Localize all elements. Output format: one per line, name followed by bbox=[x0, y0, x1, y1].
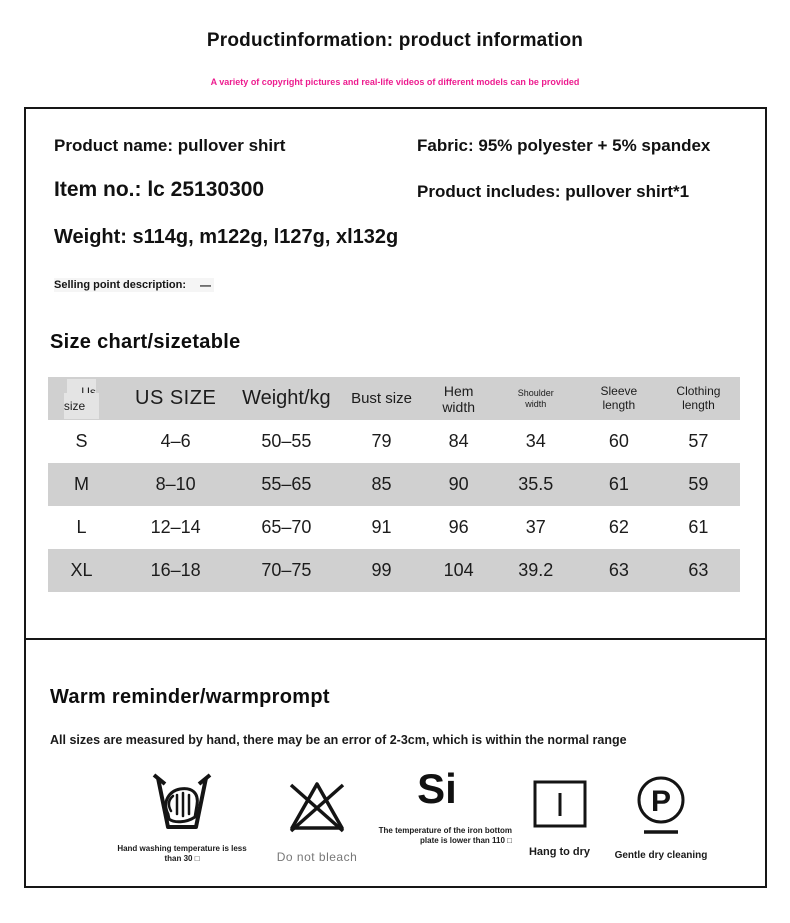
size-cell: 99 bbox=[371, 560, 392, 580]
size-cell: 50–55 bbox=[261, 431, 312, 451]
gentle-dry-clean-icon bbox=[631, 774, 691, 838]
size-cell: 96 bbox=[448, 517, 469, 537]
size-row-m bbox=[48, 463, 740, 506]
size-cell: 37 bbox=[525, 517, 546, 537]
size-cell: 8–10 bbox=[155, 474, 196, 494]
care-item-hand-wash bbox=[112, 772, 252, 864]
size-cell: 63 bbox=[608, 560, 629, 580]
page-title: Productinformation: product information bbox=[206, 30, 584, 51]
size-chart-table bbox=[48, 377, 740, 592]
iron-temperature-icon: Si bbox=[417, 765, 457, 812]
care-symbols-row bbox=[24, 766, 767, 892]
size-cell: 79 bbox=[371, 431, 392, 451]
size-cell: 61 bbox=[608, 474, 629, 494]
do-not-bleach-icon bbox=[286, 778, 348, 834]
column-header-bust: Bust size bbox=[351, 390, 412, 407]
product-includes-field: Product includes: pullover shirt*1 bbox=[417, 182, 690, 201]
svg-text:P: P bbox=[650, 785, 672, 818]
size-row-l bbox=[48, 506, 740, 549]
page-subtitle: A variety of copyright pictures and real-life videos of different models can be provided bbox=[210, 77, 580, 87]
size-cell: 70–75 bbox=[261, 560, 312, 580]
size-cell: 12–14 bbox=[150, 517, 201, 537]
size-chart-heading: Size chart/sizetable bbox=[50, 331, 241, 353]
column-header-shoulder: Shoulder width bbox=[517, 388, 554, 409]
size-row-s bbox=[48, 420, 740, 463]
size-cell: 104 bbox=[443, 560, 474, 580]
size-cell: 61 bbox=[688, 517, 709, 537]
product-name-field: Product name: pullover shirt bbox=[54, 136, 286, 155]
hand-wash-icon bbox=[147, 772, 217, 834]
size-table-header-row bbox=[48, 377, 740, 420]
size-cell: S bbox=[75, 431, 88, 451]
warm-reminder-note: All sizes are measured by hand, there may be an error of 2-3cm, which is within the normal range bbox=[50, 733, 627, 747]
hang-to-dry-icon bbox=[531, 778, 589, 830]
size-cell: 34 bbox=[525, 431, 546, 451]
column-header-sleeve: Sleeve length bbox=[600, 383, 638, 412]
care-label: Do not bleach bbox=[276, 850, 358, 864]
column-header-clothing: Clothing length bbox=[676, 383, 721, 412]
warm-reminder-heading: Warm reminder/warmprompt bbox=[50, 686, 330, 708]
size-cell: 91 bbox=[371, 517, 392, 537]
selling-point-row bbox=[54, 278, 214, 292]
size-cell: 4–6 bbox=[160, 431, 191, 451]
care-item-hang-to-dry bbox=[507, 778, 612, 860]
size-cell: 35.5 bbox=[518, 474, 554, 494]
size-cell: 57 bbox=[688, 431, 709, 451]
care-item-iron-temperature bbox=[362, 765, 512, 846]
size-cell: M bbox=[74, 474, 90, 494]
size-cell: 60 bbox=[608, 431, 629, 451]
column-header-hem: Hem width bbox=[442, 382, 475, 415]
size-cell: 62 bbox=[608, 517, 629, 537]
selling-point-label: Selling point description: bbox=[54, 279, 186, 291]
care-label: Hand washing temperature is less than 30 □ bbox=[117, 844, 247, 863]
size-cell: 16–18 bbox=[150, 560, 201, 580]
weight-field: Weight: s114g, m122g, l127g, xl132g bbox=[54, 226, 399, 248]
care-label: Gentle dry cleaning bbox=[614, 850, 708, 861]
column-header-us-size: Us size bbox=[48, 377, 115, 420]
warm-reminder-section bbox=[24, 638, 767, 890]
item-number-field: Item no.: lc 25130300 bbox=[54, 178, 265, 201]
column-header-weight: Weight/kg bbox=[242, 387, 331, 409]
size-cell: XL bbox=[70, 560, 93, 580]
size-cell: 55–65 bbox=[261, 474, 312, 494]
care-label: Hang to dry bbox=[528, 846, 591, 858]
size-cell: 39.2 bbox=[518, 560, 554, 580]
size-cell: 90 bbox=[448, 474, 469, 494]
size-row-xl bbox=[48, 549, 740, 592]
selling-point-value: — bbox=[200, 280, 211, 292]
size-cell: 63 bbox=[688, 560, 709, 580]
fabric-field: Fabric: 95% polyester + 5% spandex bbox=[417, 136, 711, 155]
care-item-gentle-dry-cleaning bbox=[601, 774, 721, 863]
care-label: The temperature of the iron bottom plate is lower than 110 □ bbox=[378, 826, 512, 845]
size-cell: 65–70 bbox=[261, 517, 312, 537]
size-cell: 85 bbox=[371, 474, 392, 494]
care-item-do-not-bleach bbox=[262, 778, 372, 865]
size-cell: L bbox=[76, 517, 87, 537]
size-cell: 84 bbox=[448, 431, 469, 451]
size-cell: 59 bbox=[688, 474, 709, 494]
product-info-panel bbox=[24, 107, 767, 888]
column-header-us-size-alt: US SIZE bbox=[135, 387, 217, 409]
